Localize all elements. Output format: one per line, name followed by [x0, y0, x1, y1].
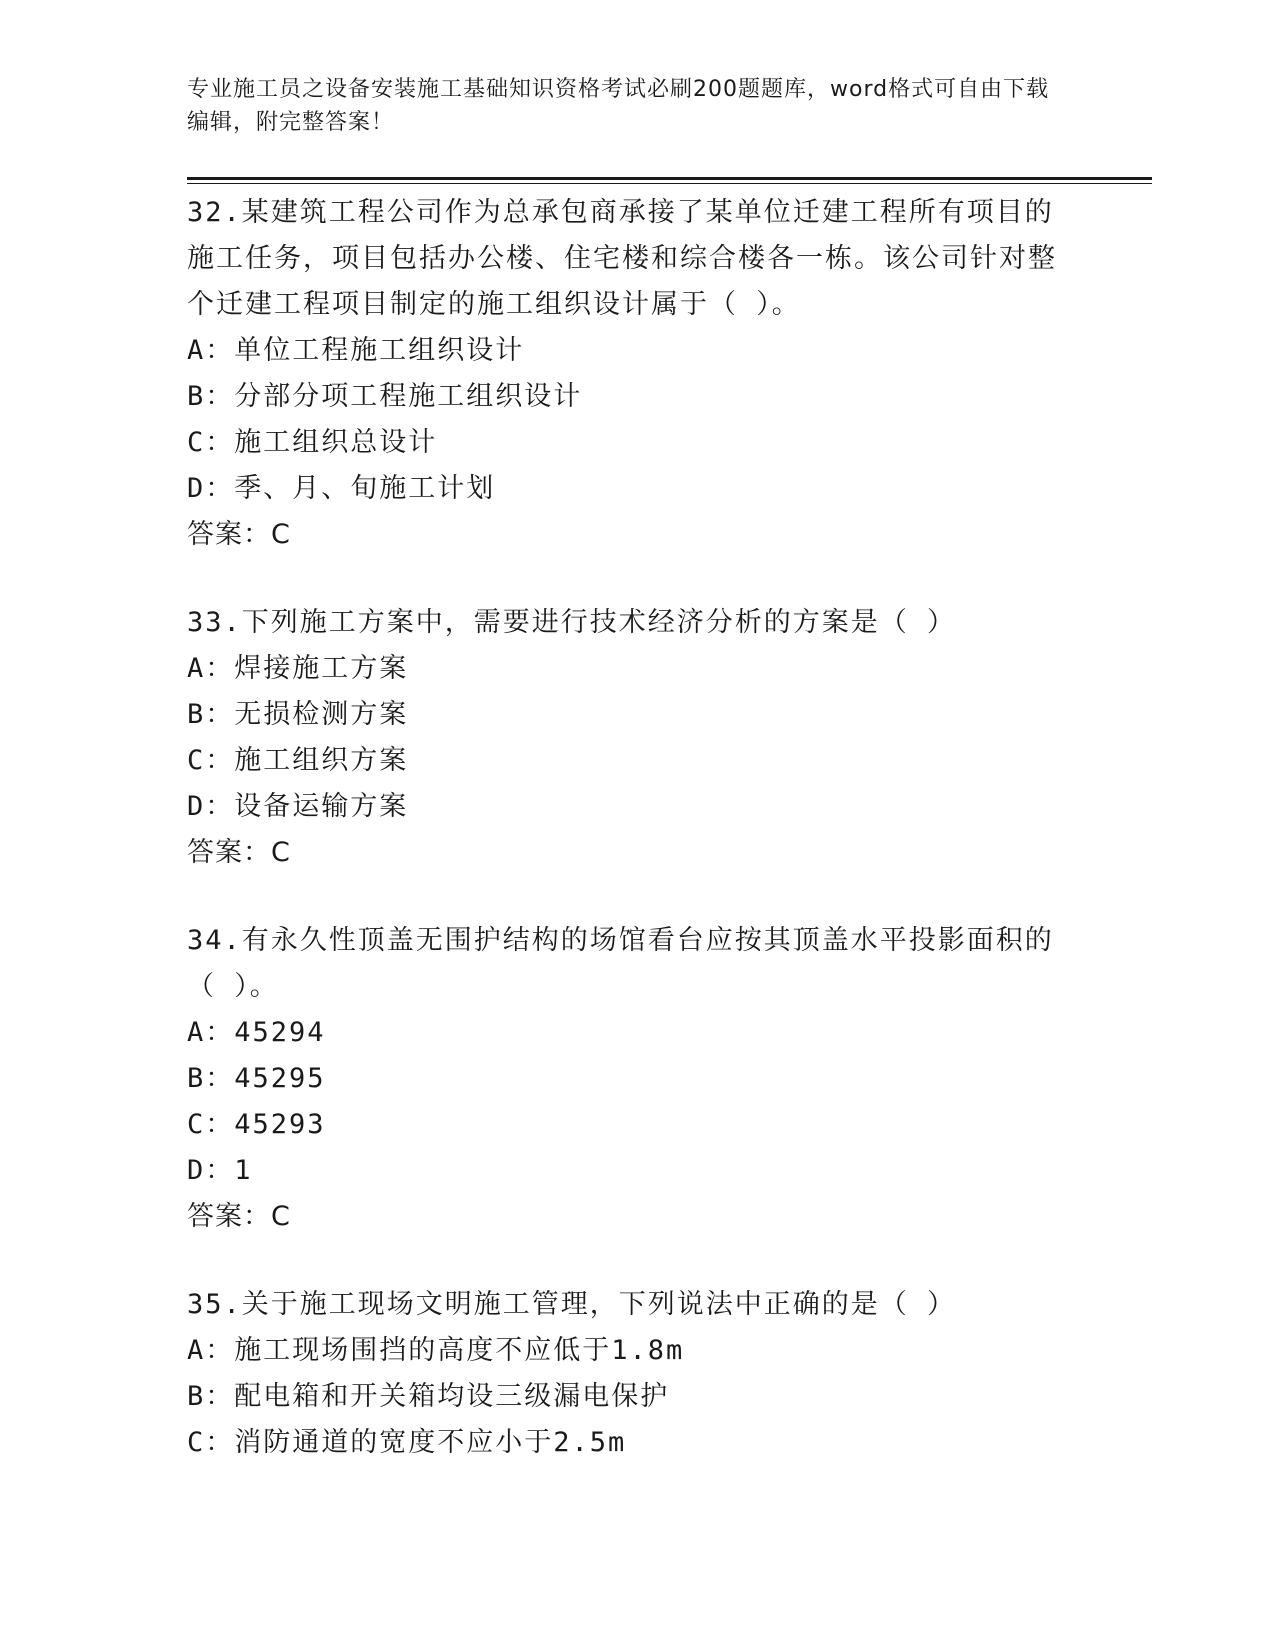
option-c: C：消防通道的宽度不应小于2.5m	[187, 1427, 627, 1458]
question-stem: 32.某建筑工程公司作为总承包商承接了某单位迁建工程所有项目的施工任务，项目包括办公楼、住宅楼和综合楼各一栋。该公司针对整个迁建工程项目制定的施工组织设计属于（ ）。	[187, 197, 1057, 320]
spacer	[187, 876, 1082, 918]
question-32	[187, 190, 1082, 558]
spacer	[187, 558, 1082, 600]
question-list	[187, 190, 1082, 1466]
answer-label: 答案：C	[187, 837, 291, 868]
option-b: B：分部分项工程施工组织设计	[187, 381, 583, 412]
option-c: C：施工组织总设计	[187, 427, 438, 458]
option-b: B：45295	[187, 1063, 326, 1094]
option-b: B：配电箱和开关箱均设三级漏电保护	[187, 1381, 670, 1412]
option-d: D：1	[187, 1155, 253, 1186]
option-c: C：45293	[187, 1109, 326, 1140]
question-stem: 34.有永久性顶盖无围护结构的场馆看台应按其顶盖水平投影面积的（ ）。	[187, 925, 1054, 1002]
question-33	[187, 600, 1082, 876]
option-a: A：45294	[187, 1017, 326, 1048]
option-a: A：焊接施工方案	[187, 653, 409, 684]
spacer	[187, 1240, 1082, 1282]
option-c: C：施工组织方案	[187, 745, 409, 776]
answer-label: 答案：C	[187, 1201, 291, 1232]
question-34	[187, 918, 1082, 1240]
question-stem: 33.下列施工方案中，需要进行技术经济分析的方案是（ ）	[187, 607, 957, 638]
option-d: D：季、月、旬施工计划	[187, 473, 496, 504]
question-stem: 35.关于施工现场文明施工管理，下列说法中正确的是（ ）	[187, 1289, 957, 1320]
option-a: A：施工现场围挡的高度不应低于1.8m	[187, 1335, 685, 1366]
option-b: B：无损检测方案	[187, 699, 409, 730]
question-35	[187, 1282, 1082, 1466]
document-header: 专业施工员之设备安装施工基础知识资格考试必刷200题题库，word格式可自由下载编辑，附完整答案！	[187, 77, 1050, 135]
answer-label: 答案：C	[187, 519, 291, 550]
header-rule-thin	[187, 183, 1152, 184]
header-rule-thick	[187, 177, 1152, 180]
option-a: A：单位工程施工组织设计	[187, 335, 525, 366]
option-d: D：设备运输方案	[187, 791, 409, 822]
